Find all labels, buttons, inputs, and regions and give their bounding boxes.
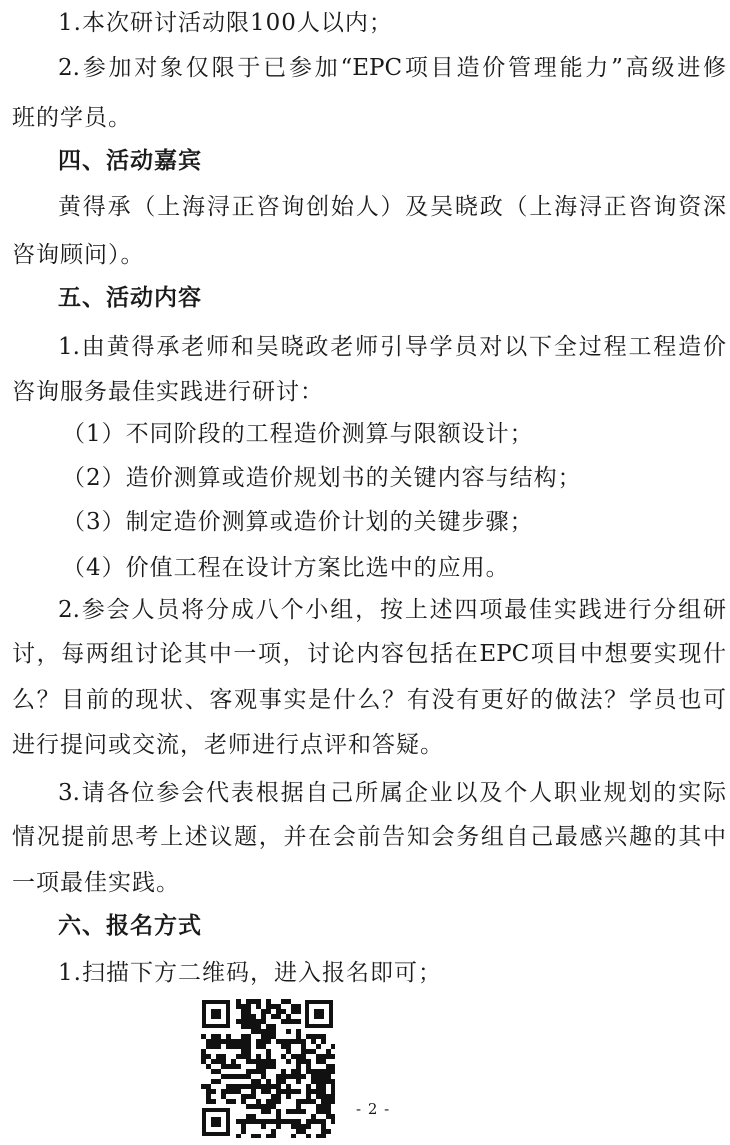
section-heading-guests: 四、活动嘉宾: [58, 148, 202, 174]
paragraph-line: 2.参会人员将分成八个小组，按上述四项最佳实践进行分组研: [58, 597, 726, 623]
paragraph-line: 咨询顾问）。: [12, 242, 145, 268]
paragraph-line: 讨，每两组讨论其中一项，讨论内容包括在EPC项目中想要实现什: [12, 641, 726, 667]
paragraph-line: 1.由黄得承老师和吴晓政老师引导学员对以下全过程工程造价: [58, 334, 726, 360]
paragraph-line: 1.本次研讨活动限100人以内；: [58, 10, 393, 36]
paragraph-line: 班的学员。: [12, 105, 132, 131]
section-heading-registration: 六、报名方式: [58, 913, 202, 939]
paragraph-line: 情况提前思考上述议题，并在会前告知会务组自己最感兴趣的其中: [12, 824, 726, 850]
list-item: （2）造价测算或造价规划书的关键内容与结构；: [62, 465, 582, 491]
list-item: （1）不同阶段的工程造价测算与限额设计；: [62, 421, 534, 447]
paragraph-line: 黄得承（上海浔正咨询创始人）及吴晓政（上海浔正咨询资深: [58, 194, 726, 220]
paragraph-line: 进行提问或交流，老师进行点评和答疑。: [12, 732, 444, 758]
page-number: - 2 -: [356, 1100, 391, 1118]
section-heading-content: 五、活动内容: [58, 285, 202, 311]
list-item: （3）制定造价测算或造价计划的关键步骤；: [62, 509, 534, 535]
qr-code-icon[interactable]: [200, 998, 335, 1138]
paragraph-line: 咨询服务最佳实践进行研讨：: [12, 379, 324, 405]
list-item: （4）价值工程在设计方案比选中的应用。: [62, 555, 510, 581]
paragraph-line: 3.请各位参会代表根据自己所属企业以及个人职业规划的实际: [58, 780, 726, 806]
paragraph-line: 么？目前的现状、客观事实是什么？有没有更好的做法？学员也可: [12, 687, 726, 713]
paragraph-line: 一项最佳实践。: [12, 870, 180, 896]
paragraph-line: 2.参加对象仅限于已参加“EPC项目造价管理能力”高级进修: [58, 55, 726, 81]
paragraph-line: 1.扫描下方二维码，进入报名即可；: [58, 960, 442, 986]
